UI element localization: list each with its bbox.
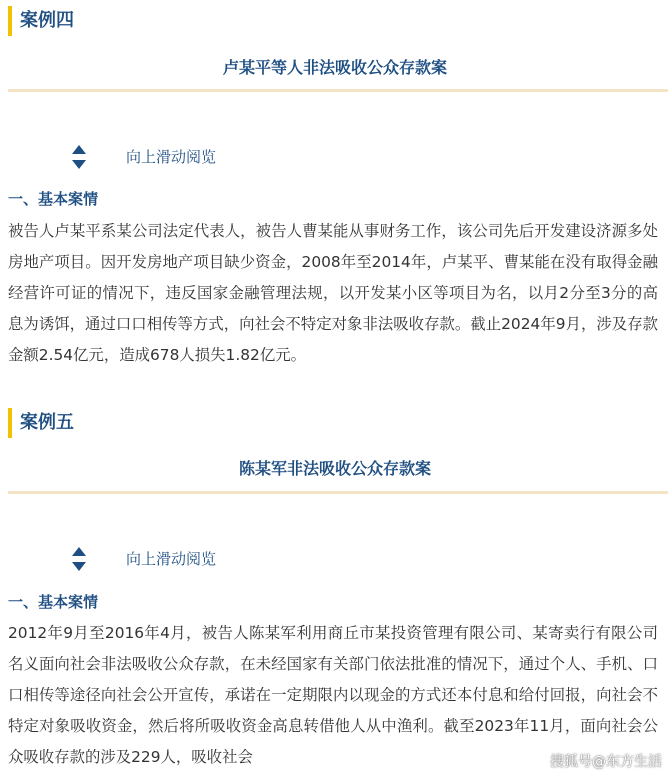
up-down-arrows-icon xyxy=(72,143,86,171)
case5-section-heading: 一、基本案情 xyxy=(8,593,99,611)
scroll-hint-text: 向上滑动阅览 xyxy=(126,148,217,166)
scroll-hint-text: 向上滑动阅览 xyxy=(126,550,217,568)
case4-divider xyxy=(8,89,668,92)
case4-label: 案例四 xyxy=(8,6,74,36)
up-down-arrows-icon xyxy=(72,545,86,573)
case5-label: 案例五 xyxy=(8,408,74,438)
case4-body-text: 被告人卢某平系某公司法定代表人，被告人曹某能从事财务工作，该公司先后开发建设济源多处房地产项目。因开发房地产项目缺少资金，2008年至2014年，卢某平、曹某能在没有取得金融经营许可证的情况下，违反国家金融管理法规，以开发某小区等项目为名，以月2分至3分的高息为诱饵，通过口口相传等方式，向社会不特定对象非法吸收存款。截止2024年9月，涉及存款金额2.54亿元，造成678人损失1.82亿元。 xyxy=(8,222,658,364)
case5-title: 陈某军非法吸收公众存款案 xyxy=(238,459,431,478)
case4-title: 卢某平等人非法吸收公众存款案 xyxy=(222,58,447,77)
watermark: 搜狐号@东方生活 xyxy=(550,754,662,770)
case4-section-heading: 一、基本案情 xyxy=(8,190,99,208)
case5-body-text: 2012年9月至2016年4月，被告人陈某军利用商丘市某投资管理有限公司、某寄卖行有限公司名义面向社会非法吸收公众存款，在未经国家有关部门依法批准的情况下，通过个人、手机、口口相传等途径向社会公开宣传，承诺在一定期限内以现金的方式还本付息和给付回报，向社会不特定对象吸收资金，然后将所吸收资金高息转借他人从中渔利。截至2023年11月，面向社会公众吸收存款的涉及229人，吸收社会 xyxy=(8,624,658,766)
case5-divider xyxy=(8,491,668,494)
